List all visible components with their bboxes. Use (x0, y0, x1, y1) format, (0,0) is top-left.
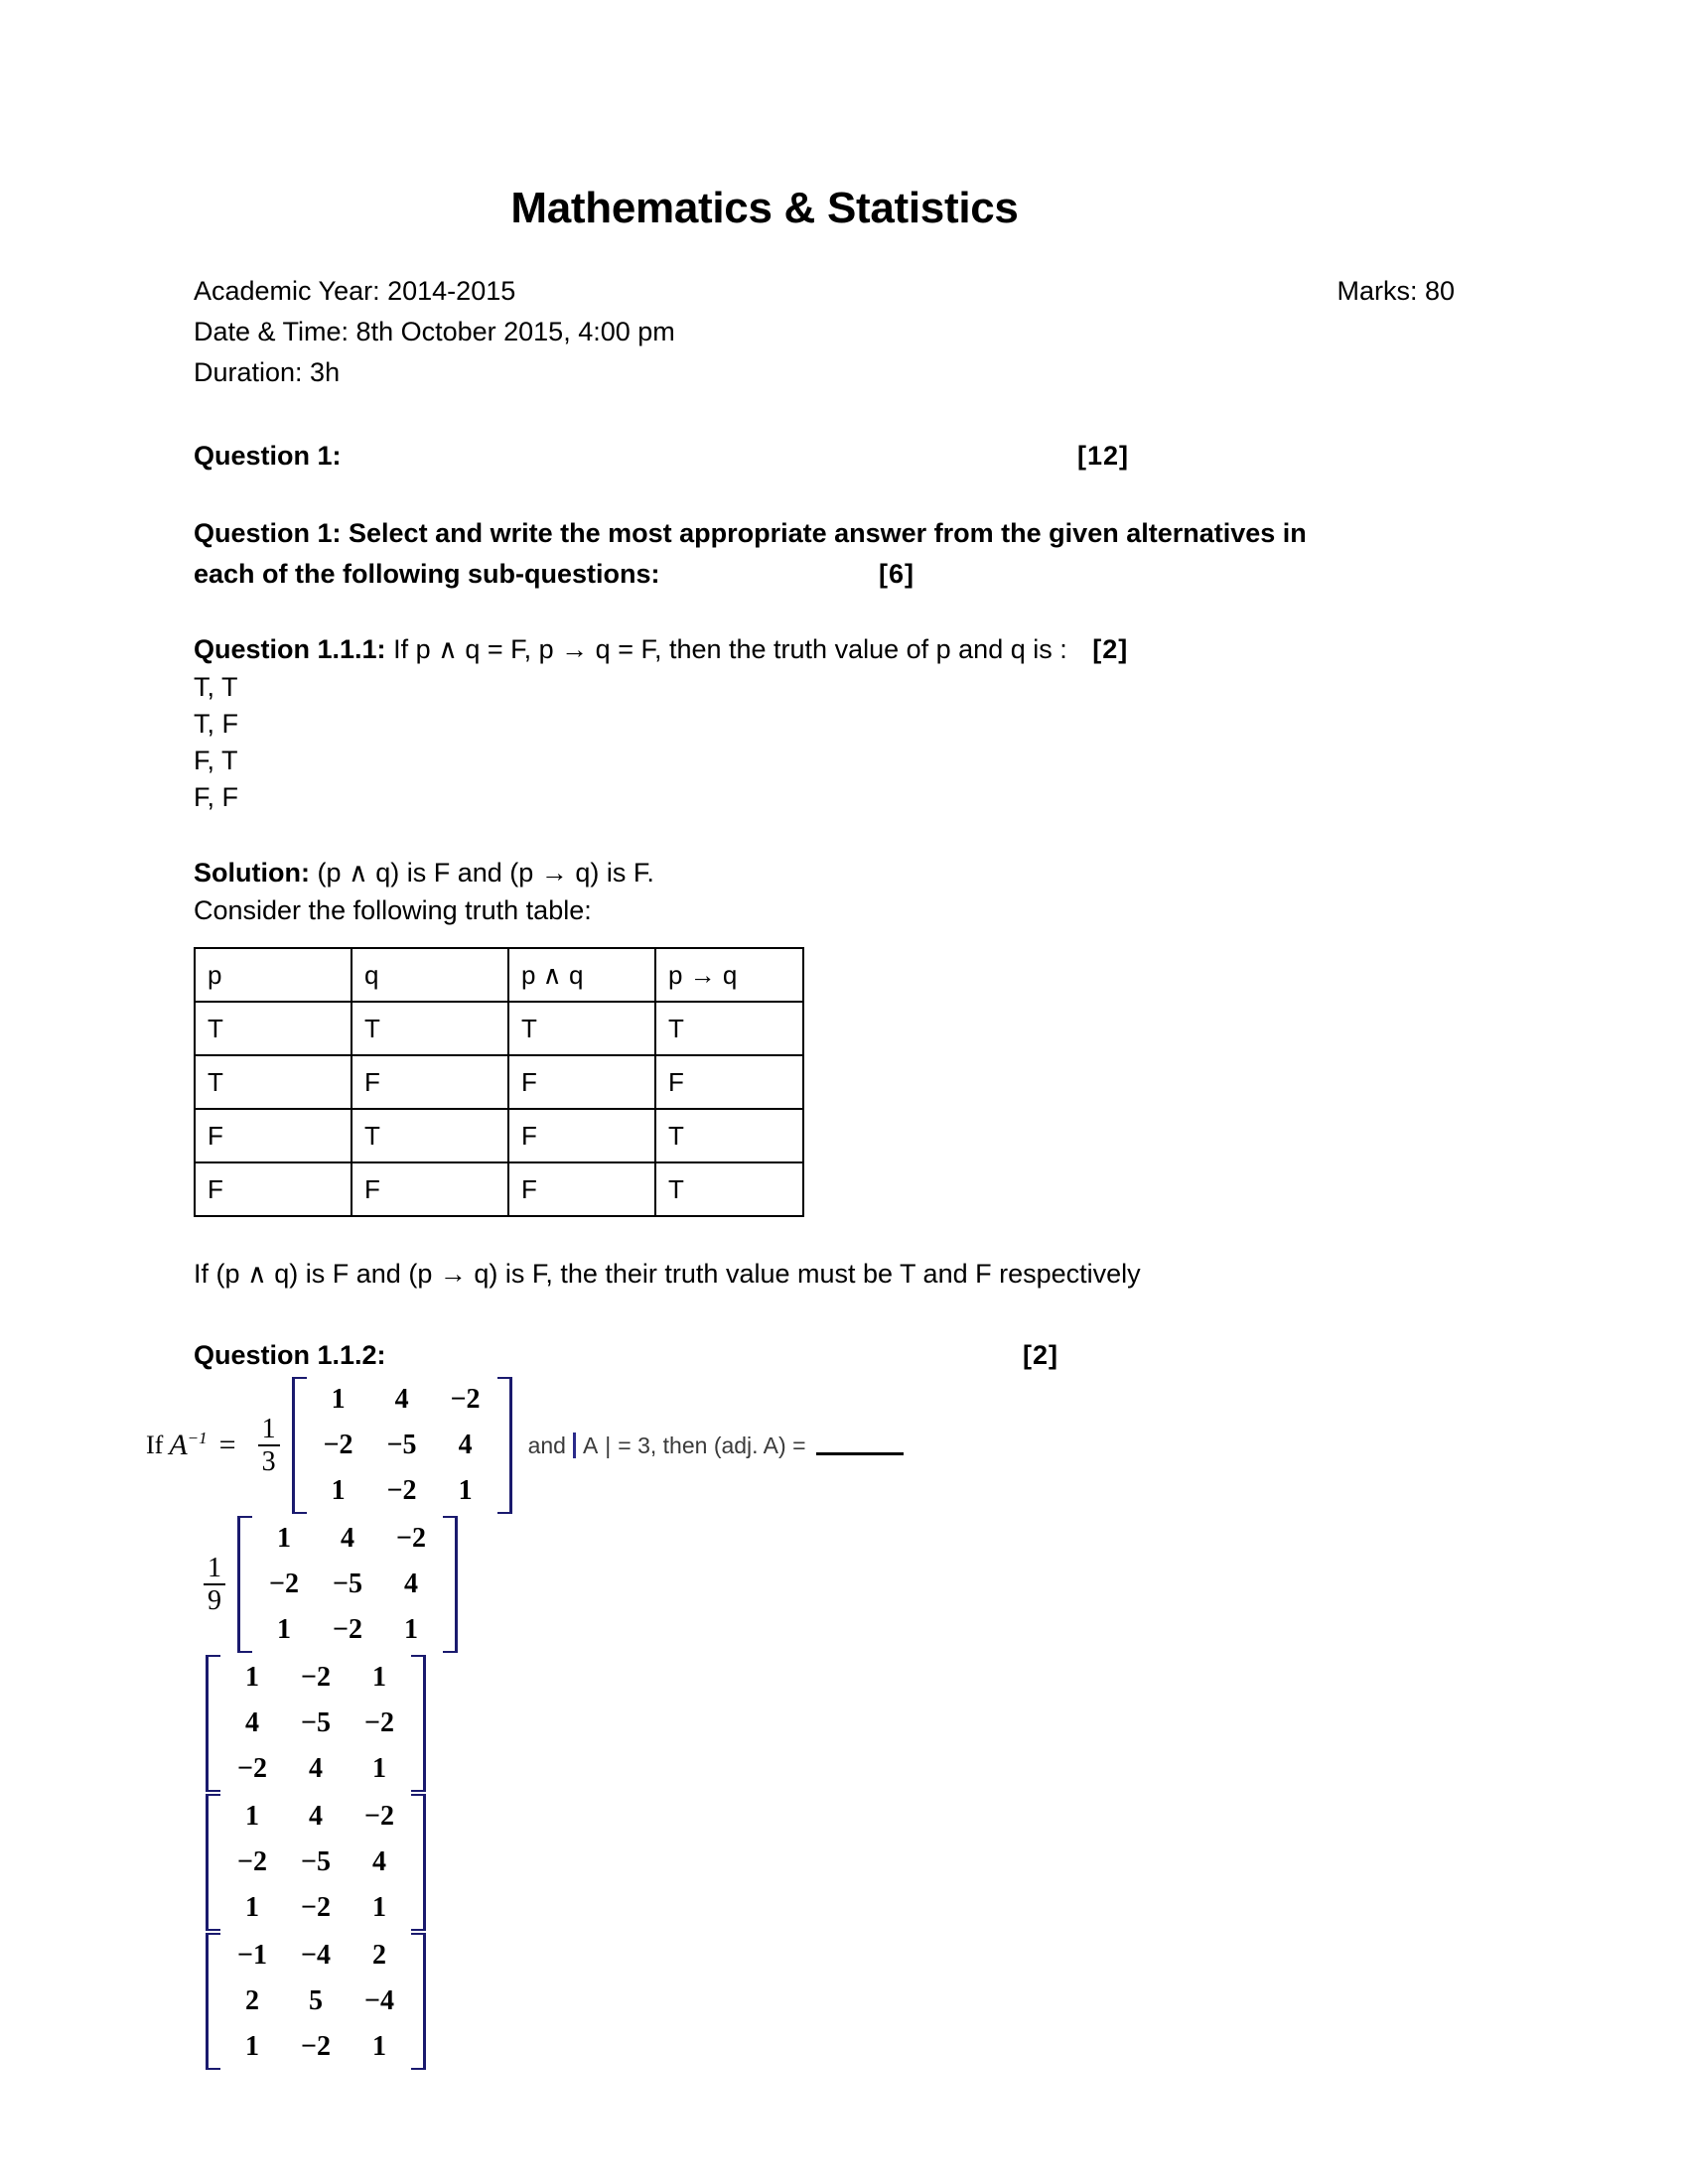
question-1-heading: Question 1: (194, 441, 342, 471)
table-cell: F (655, 1055, 803, 1109)
matrix-cell: −5 (333, 1569, 362, 1599)
matrix-grid (220, 1655, 411, 1792)
question-1-heading-row (194, 441, 1484, 472)
question-1-1-1-text: If p ∧ q = F, p → q = F, then the truth value of p and q is : (393, 634, 1067, 664)
fraction-denominator: 3 (258, 1444, 280, 1476)
matrix-cell: 1 (245, 1892, 259, 1923)
matrix-bracket-left-icon (292, 1377, 307, 1514)
truth-table (194, 947, 804, 1217)
option-matrix-4[interactable] (204, 1933, 1484, 2070)
question-1-1-1-marks: [2] (1092, 634, 1129, 664)
option-item[interactable]: F, F (194, 782, 238, 812)
matrix-bracket-left-icon (206, 1794, 220, 1931)
equation-symbol-a: $A^{-1}$ (169, 1429, 208, 1461)
question-1-1-2-math (146, 1377, 1484, 2070)
date-time-text: Date & Time: 8th October 2015, 4:00 pm (194, 317, 675, 346)
matrix-bracket-right-icon (411, 1933, 426, 2070)
matrix-cell: 1 (331, 1384, 346, 1415)
option-2-matrix (206, 1655, 426, 1792)
matrix-cell: 4 (309, 1801, 323, 1832)
table-cell: F (195, 1162, 352, 1216)
matrix-cell: −2 (396, 1523, 426, 1554)
matrix-cell: −5 (301, 1707, 331, 1738)
table-cell: F (508, 1109, 655, 1162)
table-cell: F (195, 1109, 352, 1162)
option-item[interactable]: F, T (194, 746, 238, 775)
table-cell: T (508, 1002, 655, 1055)
table-header-cell: p ∧ q (508, 948, 655, 1002)
matrix-cell: −2 (237, 1753, 267, 1784)
option-1-matrix (237, 1516, 458, 1653)
matrix-bracket-right-icon (497, 1377, 512, 1514)
fraction-denominator: 9 (204, 1583, 225, 1615)
equation-tail-abs: A (582, 1432, 599, 1458)
matrix-cell: −2 (323, 1430, 353, 1460)
table-cell: T (352, 1002, 508, 1055)
table-cell: T (655, 1109, 803, 1162)
table-header-cell: p (195, 948, 352, 1002)
matrix-cell: 1 (331, 1475, 346, 1506)
question-1-1-1-label: Question 1.1.1: (194, 634, 386, 664)
matrix-cell: 4 (341, 1523, 354, 1554)
question-1-1-2-marks: [2] (1023, 1340, 1058, 1370)
matrix-cell: −1 (237, 1940, 267, 1971)
matrix-cell: 4 (458, 1430, 473, 1460)
matrix-cell: −2 (269, 1569, 299, 1599)
matrix-cell: −2 (364, 1801, 394, 1832)
matrix-bracket-right-icon (411, 1794, 426, 1931)
question-1-block (194, 441, 1484, 595)
table-row (195, 1055, 803, 1109)
solution-line-2: Consider the following truth table: (194, 895, 592, 925)
equation-tail (528, 1433, 904, 1459)
solution-label: Solution: (194, 858, 310, 887)
equation-if-text: If (146, 1431, 164, 1459)
matrix-cell: 1 (372, 1892, 386, 1923)
duration-text: Duration: 3h (194, 357, 341, 387)
option-matrix-2[interactable] (204, 1655, 1484, 1792)
matrix-equation (146, 1377, 1484, 1514)
option-item[interactable]: T, F (194, 709, 238, 739)
solution-line-1 (194, 854, 1484, 891)
matrix-cell: 2 (372, 1940, 386, 1971)
matrix-cell: 4 (404, 1569, 418, 1599)
table-cell: F (352, 1162, 508, 1216)
matrix-cell: 1 (245, 2031, 259, 2062)
table-row (195, 1109, 803, 1162)
solution-statement: (p ∧ q) is F and (p → q) is F. (317, 858, 654, 887)
table-cell: T (655, 1162, 803, 1216)
equation-tail-mid: = 3, then (adj. A) = (618, 1432, 806, 1458)
matrix-cell: −2 (301, 1892, 331, 1923)
matrix-cell: 1 (277, 1523, 291, 1554)
matrix-cell: −2 (364, 1707, 394, 1738)
matrix-grid (307, 1377, 497, 1514)
table-cell: T (195, 1055, 352, 1109)
matrix-cell: 1 (458, 1475, 473, 1506)
matrix-cell: −4 (364, 1985, 394, 2016)
matrix-bracket-right-icon (443, 1516, 458, 1653)
meta-row-date-time (194, 312, 1455, 352)
table-header-cell: q (352, 948, 508, 1002)
option-item[interactable]: T, T (194, 672, 238, 702)
matrix-grid (220, 1933, 411, 2070)
matrix-cell: 2 (245, 1985, 259, 2016)
fraction-numerator: 1 (208, 1552, 221, 1583)
matrix-cell: 1 (372, 1753, 386, 1784)
question-1-1-2-heading-row (194, 1340, 1484, 1371)
marks-text: Marks: 80 (1336, 276, 1455, 306)
matrix-cell: 1 (245, 1662, 259, 1693)
abs-bar-right-icon: | (605, 1432, 612, 1458)
matrix-cell: 5 (309, 1985, 323, 2016)
table-cell: F (508, 1162, 655, 1216)
table-cell: T (655, 1002, 803, 1055)
matrix-cell: 4 (309, 1753, 323, 1784)
equation-tail-prefix: and (527, 1432, 566, 1458)
matrix-cell: 4 (394, 1384, 409, 1415)
academic-year-text: Academic Year: 2014-2015 (194, 276, 516, 306)
matrix-cell: −2 (301, 1662, 331, 1693)
matrix-bracket-right-icon (411, 1655, 426, 1792)
equation-exponent: −1 (187, 1429, 208, 1447)
solution-block (194, 854, 1484, 929)
question-1-instruction-text: Question 1: Select and write the most appropriate answer from the given alternatives in each of the following sub-questions: (194, 518, 1307, 589)
page-title: Mathematics & Statistics (510, 184, 1019, 232)
matrix-bracket-left-icon (206, 1655, 220, 1792)
matrix-cell: −2 (450, 1384, 481, 1415)
matrix-cell: −4 (301, 1940, 331, 1971)
option-matrix-1[interactable] (194, 1516, 1484, 1653)
question-1-instruction (194, 513, 1345, 595)
option-4-matrix (206, 1933, 426, 2070)
table-row (195, 1162, 803, 1216)
question-1-1-2-label: Question 1.1.2: (194, 1340, 386, 1370)
table-header-cell: p → q (655, 948, 803, 1002)
matrix-cell: −5 (386, 1430, 417, 1460)
exam-meta (194, 271, 1455, 393)
equation-equals-sign: = (218, 1429, 236, 1461)
option-1-coefficient-fraction (204, 1554, 225, 1616)
matrix-bracket-left-icon (237, 1516, 252, 1653)
meta-row-academic-year (194, 271, 1455, 312)
option-matrix-3[interactable] (204, 1794, 1484, 1931)
question-1-1-2-block (194, 1340, 1484, 1371)
solution-conclusion: If (p ∧ q) is F and (p → q) is F, the their truth value must be T and F respectively (194, 1259, 1141, 1289)
question-1-instruction-marks: [6] (879, 559, 914, 589)
matrix-cell: 1 (372, 2031, 386, 2062)
question-1-1-1-row (194, 632, 1484, 667)
matrix-cell: 1 (245, 1801, 259, 1832)
matrix-grid (252, 1516, 443, 1653)
abs-bar-left-icon (573, 1433, 576, 1458)
matrix-cell: 1 (404, 1614, 418, 1645)
table-row (195, 1002, 803, 1055)
table-cell: F (508, 1055, 655, 1109)
equation-matrix (292, 1377, 512, 1514)
matrix-cell: −2 (301, 2031, 331, 2062)
matrix-cell: −2 (386, 1475, 417, 1506)
table-cell: T (352, 1109, 508, 1162)
matrix-cell: −2 (333, 1614, 362, 1645)
fraction-numerator: 1 (261, 1413, 276, 1444)
meta-row-duration (194, 352, 1455, 393)
question-1-1-1-options (194, 669, 1484, 816)
matrix-grid (220, 1794, 411, 1931)
matrix-cell: −5 (301, 1846, 331, 1877)
equation-coefficient-fraction (258, 1415, 280, 1477)
option-3-matrix (206, 1794, 426, 1931)
table-header-row (195, 948, 803, 1002)
matrix-cell: 4 (245, 1707, 259, 1738)
matrix-cell: 4 (372, 1846, 386, 1877)
question-1-marks: [12] (1077, 441, 1130, 471)
table-cell: T (195, 1002, 352, 1055)
matrix-cell: 1 (277, 1614, 291, 1645)
answer-blank-line[interactable] (816, 1436, 904, 1455)
document-content (146, 0, 1484, 2070)
matrix-cell: −2 (237, 1846, 267, 1877)
matrix-cell: 1 (372, 1662, 386, 1693)
table-cell: F (352, 1055, 508, 1109)
matrix-bracket-left-icon (206, 1933, 220, 2070)
